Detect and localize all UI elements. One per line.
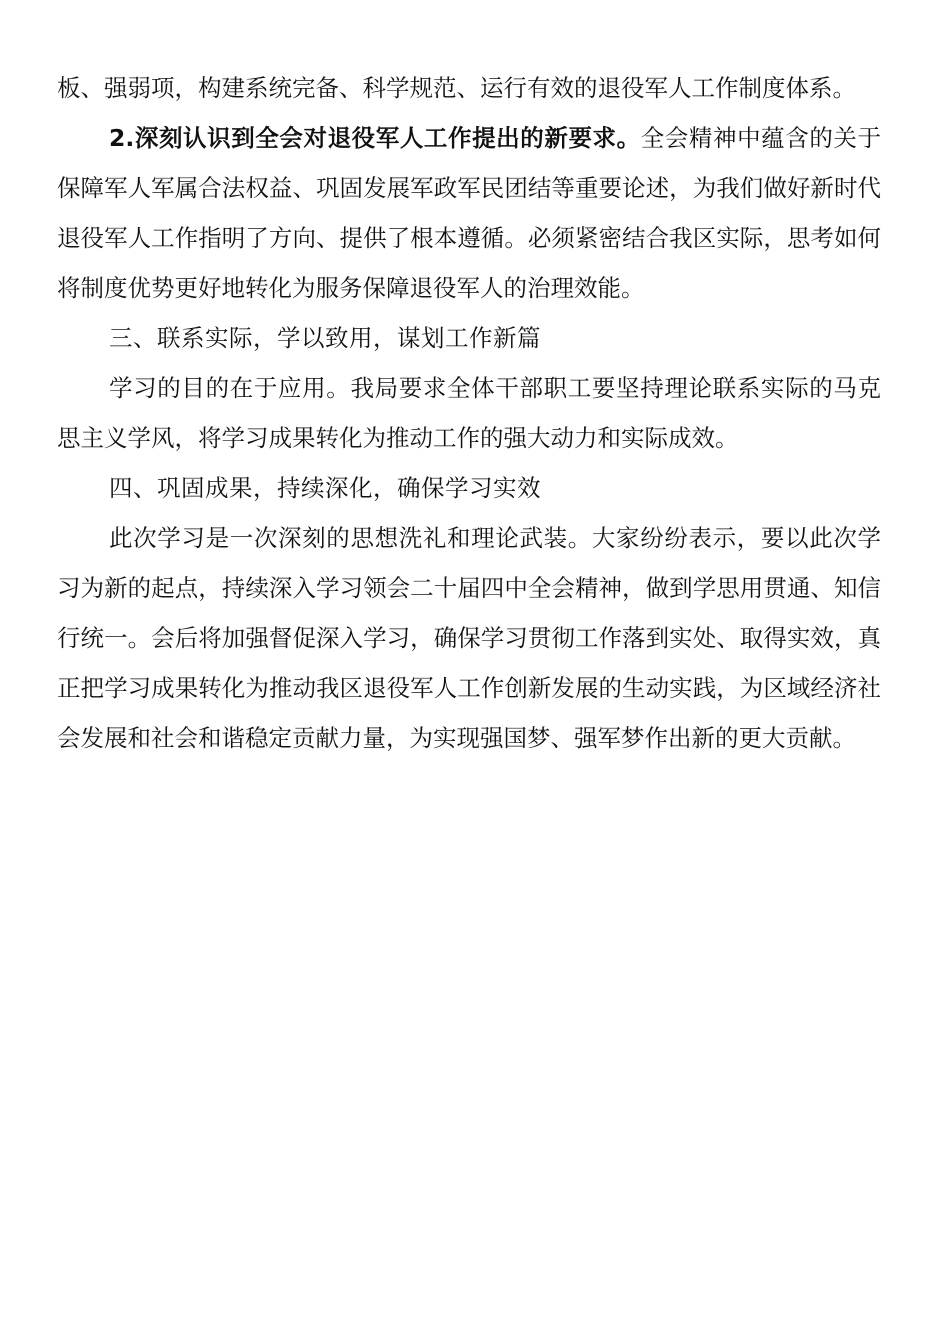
paragraph-point-2 — [57, 113, 881, 313]
section-heading-4: 四、巩固成果，持续深化，确保学习实效 — [109, 474, 541, 502]
point-2-bold-lead: 2.深刻认识到全会对退役军人工作提出的新要求。 — [109, 124, 641, 152]
document-page — [57, 63, 881, 763]
paragraph-section-4-body: 此次学习是一次深刻的思想洗礼和理论武装。大家纷纷表示，要以此次学习为新的起点，持续深入学习领会二十届四中全会精神，做到学思用贯通、知信行统一。会后将加强督促深入学习，确保学习贯彻工作落到实处、取得实效，真正把学习成果转化为推动我区退役军人工作创新发展的生动实践，为区域经济社会发展和社会和谐稳定贡献力量，为实现强国梦、强军梦作出新的更大贡献。 — [57, 524, 881, 752]
paragraph-section-3-body: 学习的目的在于应用。我局要求全体干部职工要坚持理论联系实际的马克思主义学风，将学习成果转化为推动工作的强大动力和实际成效。 — [57, 374, 881, 452]
point-2-body: 全会精神中蕴含的关于保障军人军属合法权益、巩固发展军政军民团结等重要论述，为我们做好新时代退役军人工作指明了方向、提供了根本遵循。必须紧密结合我区实际，思考如何将制度优势更好地转化为服务保障退役军人的治理效能。 — [57, 124, 882, 302]
section-heading-3: 三、联系实际，学以致用，谋划工作新篇 — [109, 324, 541, 352]
paragraph-continuation: 板、强弱项，构建系统完备、科学规范、运行有效的退役军人工作制度体系。 — [57, 74, 856, 102]
